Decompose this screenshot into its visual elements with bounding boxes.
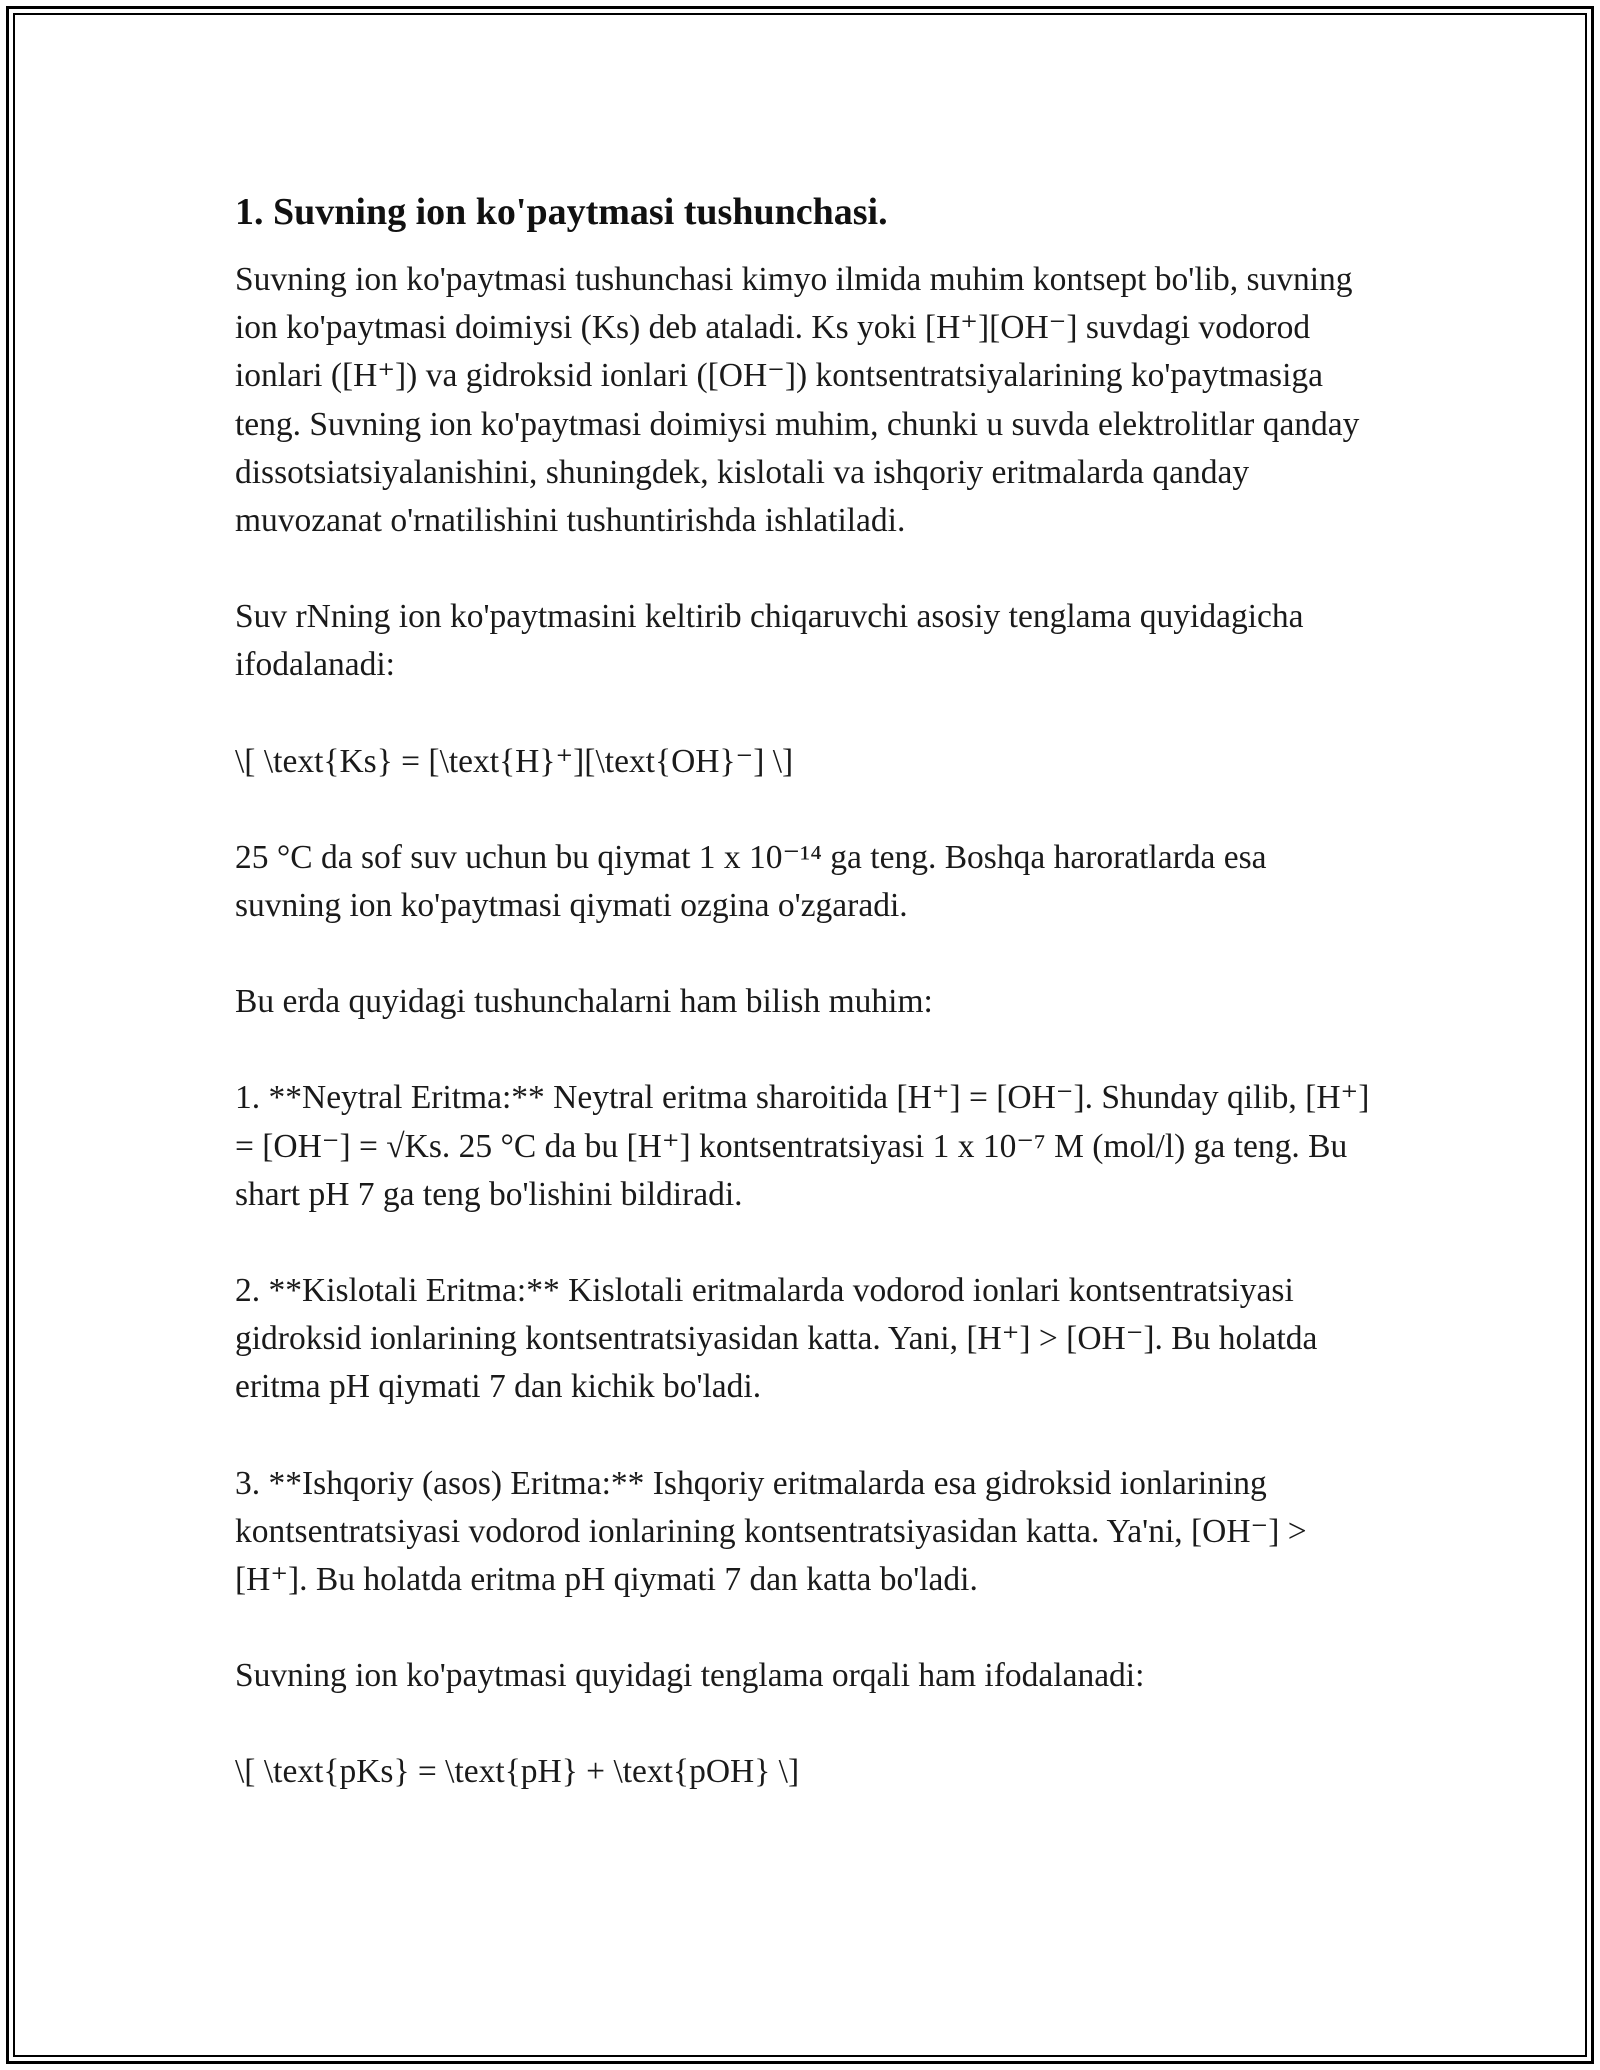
list-item-alkaline: 3. **Ishqoriy (asos) Eritma:** Ishqoriy eritmalarda esa gidroksid ionlarining kontsentratsiyasi vodorod ionlarining kontsentratsiyasidan katta. Ya'ni, [OH⁻] > [H⁺]. Bu holatda eritma pH qiymati 7 dan katta bo'ladi. [235,1464,1316,1599]
equation-pks: \[ \text{pKs} = \text{pH} + \text{pOH} \] [235,1753,800,1791]
list-item-neutral: 1. **Neytral Eritma:** Neytral eritma sharoitida [H⁺] = [OH⁻]. Shunday qilib, [H⁺] = [OH⁻] = √Ks. 25 °C da bu [H⁺] kontsentratsiyasi 1 x 10⁻⁷ M (mol/l) ga teng. Bu shart pH 7 ga teng bo'lishini bildiradi. [235,1079,1378,1213]
list-item-acidic: 2. **Kislotali Eritma:** Kislotali eritmalarda vodorod ionlari kontsentratsiyasi gidroksid ionlarining kontsentratsiyasidan katta. Yani, [H⁺] > [OH⁻]. Bu holatda eritma pH qiymati 7 dan kichik bo'ladi. [235,1272,1326,1406]
paragraph-intro: Suvning ion ko'paytmasi tushunchasi kimyo ilmida muhim kontsept bo'lib, suvning ion ko'paytmasi doimiysi (Ks) deb ataladi. Ks yoki [H⁺][OH⁻] suvdagi vodorod ionlari ([H⁺]) va gidroksid ionlari ([OH⁻]) kontsentratsiyalarining ko'paytmasiga teng. Suvning ion ko'paytmasi doimiysi muhim, chunki u suvda elektrolitlar qanday dissotsiatsiyalanishini, shuningdek, kislotali va ishqoriy eritmalarda qanday muvozanat o'rnatilishini tushuntirishda ishlatiladi. [235,261,1368,540]
document-body [235,186,1378,1845]
paragraph-ks-value: 25 °C da sof suv uchun bu qiymat 1 x 10⁻¹⁴ ga teng. Boshqa haroratlarda esa suvning ion ko'paytmasi qiymati ozgina o'zgaradi. [235,838,1275,925]
paragraph-concepts-intro: Bu erda quyidagi tushunchalarni ham bilish muhim: [235,983,933,1021]
equation-ks: \[ \text{Ks} = [\text{H}⁺][\text{OH}⁻] \] [235,742,794,780]
section-heading: 1. Suvning ion ko'paytmasi tushunchasi. [235,191,888,233]
paragraph-equation-intro: Suv rNning ion ko'paytmasini keltirib chiqaruvchi asosiy tenglama quyidagicha ifodalanadi: [235,598,1312,684]
paragraph-pks-intro: Suvning ion ko'paytmasi quyidagi tenglama orqali ham ifodalanadi: [235,1657,1145,1695]
